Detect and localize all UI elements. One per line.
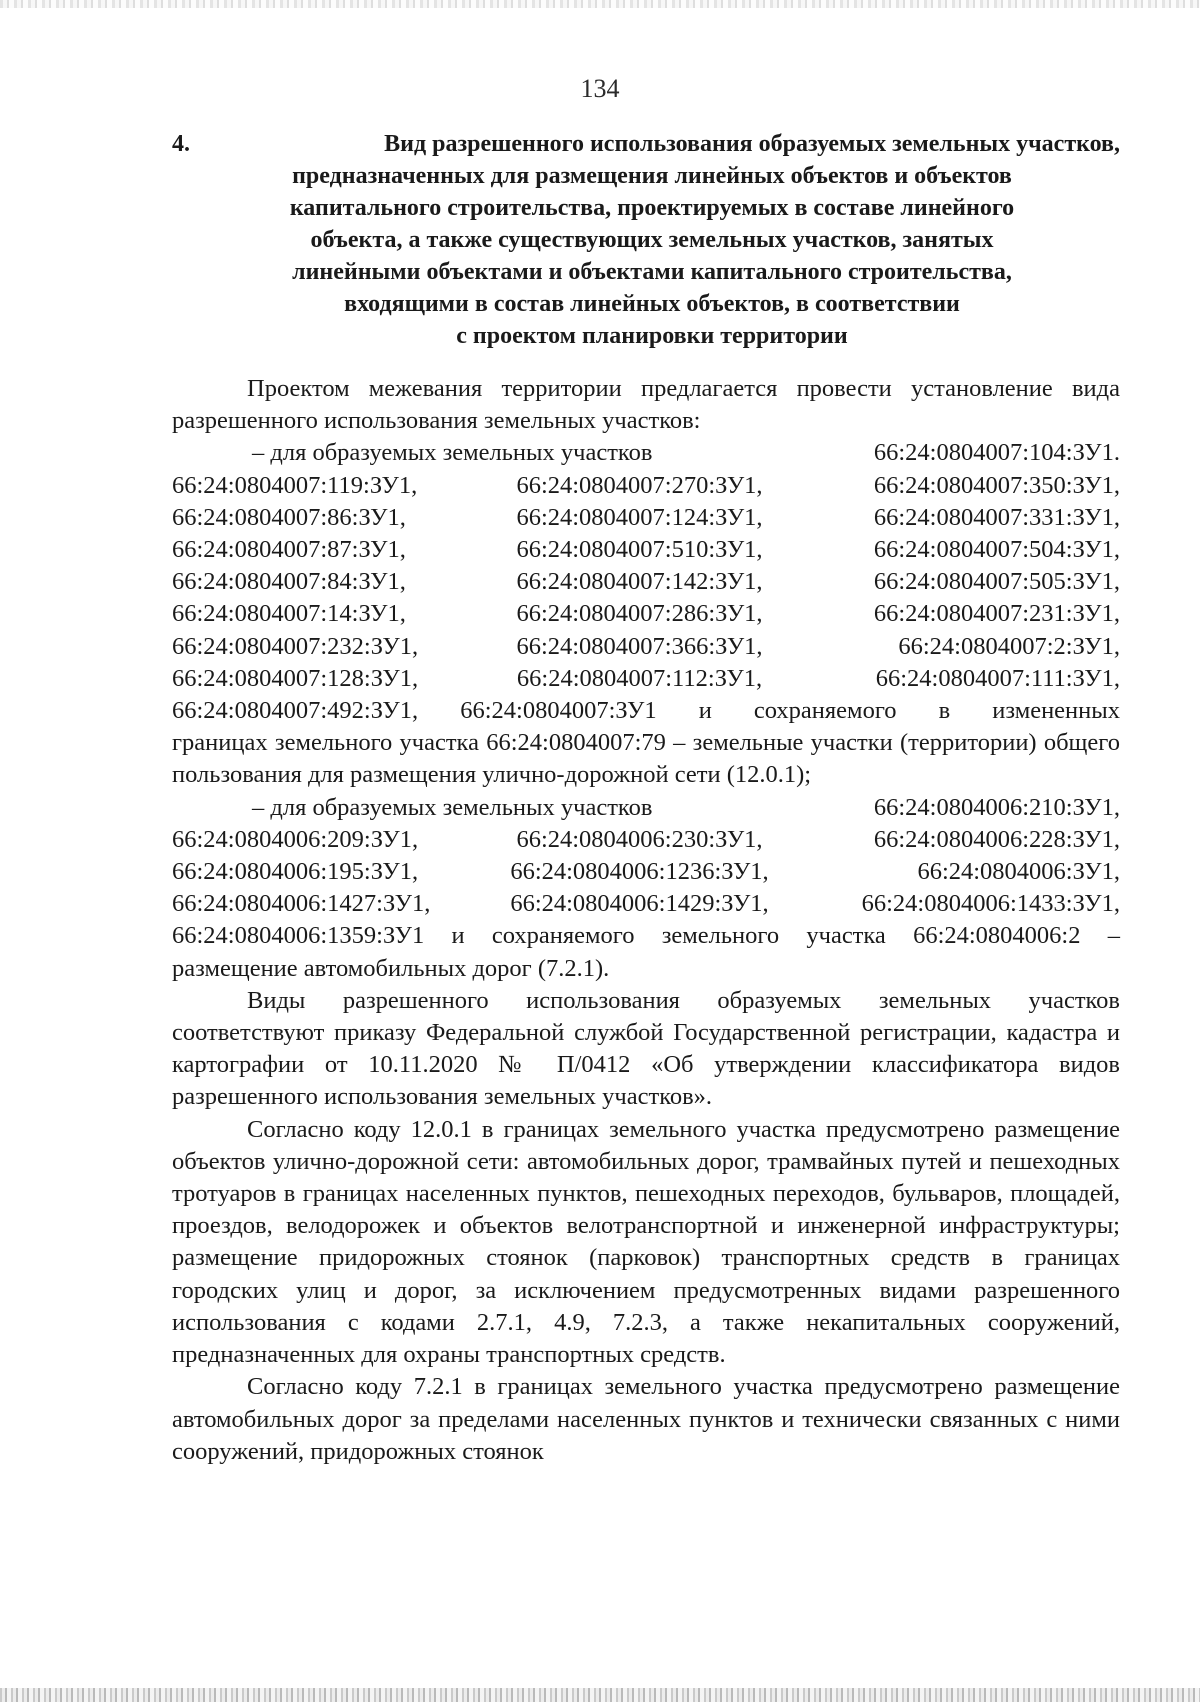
land-code: 66:24:0804007:350:ЗУ1, (873, 471, 1120, 499)
list1-lead: – для образуемых земельных участков (252, 439, 653, 467)
list2-lead-line (172, 792, 1120, 824)
heading-line: с проектом планировки территории (456, 323, 848, 349)
land-code: 66:24:0804006:1433:ЗУ1, (861, 890, 1120, 918)
land-code: 66:24:0804007:112:ЗУ1, (516, 664, 763, 692)
list1-tail-rest: границах земельного участка 66:24:0804007:79 – земельные участки (территории) общего пользования для размещения улично-дорожной сети (12.0.1); (172, 729, 1120, 789)
land-code: 66:24:0804006:1236:ЗУ1, (510, 858, 769, 886)
list2-tail: 66:24:0804006:1359:ЗУ1 и сохраняемого земельного участка 66:24:0804006:2 – размещение автомобильных дорог (7.2.1). (172, 922, 1120, 982)
land-code: 66:24:0804006:228:ЗУ1, (873, 825, 1120, 853)
land-code: 66:24:0804007:270:ЗУ1, (516, 471, 763, 499)
heading-line: предназначенных для размещения линейных объектов и объектов (292, 163, 1012, 189)
scan-edge-bottom (0, 1688, 1200, 1702)
land-code: 66:24:0804007:231:ЗУ1, (873, 600, 1120, 628)
heading-line: Вид разрешенного использования образуемых земельных участков, (384, 131, 1120, 157)
land-code: 66:24:0804007:119:ЗУ1, (172, 471, 418, 499)
heading-line: объекта, а также существующих земельных участков, занятых (310, 227, 994, 253)
scan-edge-top (0, 0, 1200, 8)
heading-line: линейными объектами и объектами капитального строительства, (292, 259, 1012, 285)
heading-line: входящими в состав линейных объектов, в соответствии (344, 291, 960, 317)
classifier-paragraph: Виды разрешенного использования образуемых земельных участков соответствуют приказу Федеральной службой Государственной регистрации, кадастра и картографии от 10.11.2020 № П/0412 «Об утверждении классификатора видов разрешенного использования земельных участков». (172, 986, 1120, 1111)
section-heading (172, 128, 1132, 352)
document-body (172, 373, 1120, 1468)
land-code: 66:24:0804007:86:ЗУ1, (172, 503, 406, 531)
land-code: 66:24:0804007:504:ЗУ1, (873, 536, 1120, 564)
intro-paragraph: Проектом межевания территории предлагается провести установление вида разрешенного использования земельных участков: (172, 375, 1120, 435)
heading-line: капитального строительства, проектируемых в составе линейного (289, 195, 1015, 221)
list1-code-grid (172, 470, 1120, 695)
land-code: 66:24:0804007:124:ЗУ1, (516, 503, 763, 531)
land-code: 66:24:0804007:14:ЗУ1, (172, 600, 406, 628)
land-code: 66:24:0804006:209:ЗУ1, (172, 825, 419, 853)
land-code: 66:24:0804006:ЗУ1, (917, 858, 1120, 886)
code-12-0-1-paragraph: Согласно коду 12.0.1 в границах земельного участка предусмотрено размещение объектов улично-дорожной сети: автомобильных дорог, трамвайных путей и пешеходных тротуаров в границах населенных пунктов, пешеходных переходов, бульваров, площадей, проездов, велодорожек и объектов велотранспортной и инженерной инфраструктуры; размещение придорожных стоянок (парковок) транспортных средств в границах городских улиц и дорог, за исключением предусмотренных видами разрешенного использования с кодами 2.7.1, 4.9, 7.2.3, а также некапитальных сооружений, предназначенных для охраны транспортных средств. (172, 1115, 1120, 1369)
list1-first-code: 66:24:0804007:104:ЗУ1. (873, 439, 1120, 467)
land-code: 66:24:0804007:366:ЗУ1, (516, 632, 763, 660)
land-code: 66:24:0804007:510:ЗУ1, (516, 536, 763, 564)
land-code: 66:24:0804006:1427:ЗУ1, (172, 890, 431, 918)
land-code: 66:24:0804007:111:ЗУ1, (875, 664, 1120, 692)
section-number: 4. (172, 131, 190, 157)
land-code: 66:24:0804007:505:ЗУ1, (873, 568, 1120, 596)
list2-first-code: 66:24:0804006:210:ЗУ1, (873, 793, 1120, 821)
code-7-2-1-paragraph: Согласно коду 7.2.1 в границах земельного участка предусмотрено размещение автомобильных дорог за пределами населенных пунктов и технически связанных с ними сооружений, придорожных стоянок (172, 1373, 1120, 1465)
land-code: 66:24:0804007:142:ЗУ1, (516, 568, 763, 596)
land-code: 66:24:0804007:286:ЗУ1, (516, 600, 763, 628)
list2-code-grid (172, 824, 1120, 921)
page-number: 134 (580, 74, 620, 103)
land-code: 66:24:0804007:84:ЗУ1, (172, 568, 406, 596)
land-code: 66:24:0804007:331:ЗУ1, (873, 503, 1120, 531)
list1-lead-line (172, 437, 1120, 469)
list2-lead: – для образуемых земельных участков (252, 793, 653, 821)
land-code: 66:24:0804007:2:ЗУ1, (898, 632, 1120, 660)
land-code: 66:24:0804007:87:ЗУ1, (172, 536, 406, 564)
list1-tail-line: 66:24:0804007:492:ЗУ1, 66:24:0804007:ЗУ1 и сохраняемого в измененных (172, 697, 1120, 725)
land-code: 66:24:0804006:1429:ЗУ1, (510, 890, 769, 918)
land-code: 66:24:0804007:128:ЗУ1, (172, 664, 419, 692)
land-code: 66:24:0804006:230:ЗУ1, (516, 825, 763, 853)
land-code: 66:24:0804006:195:ЗУ1, (172, 858, 419, 886)
land-code: 66:24:0804007:232:ЗУ1, (172, 632, 419, 660)
